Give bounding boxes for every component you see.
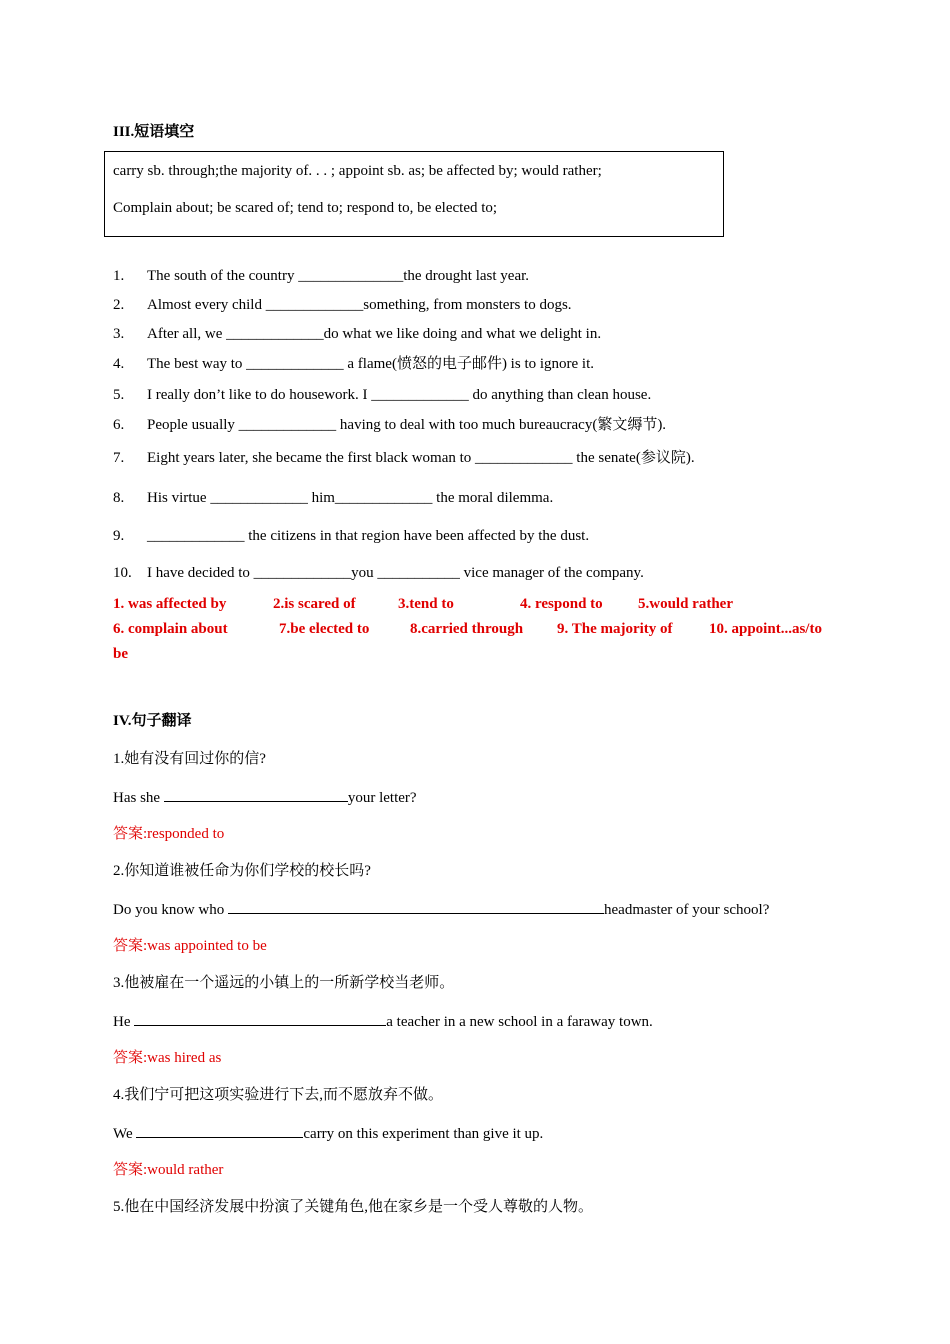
sentence-start: Has she [113, 790, 164, 806]
translation-answer: 答案:responded to [113, 826, 225, 842]
phrase-box-line2: Complain about; be scared of; tend to; respond to, be elected to; [113, 200, 498, 216]
item-text: After all, we _____________do what we like doing and what we delight in. [147, 326, 602, 342]
answer-blank [136, 1123, 303, 1138]
item-text: _____________ the citizens in that region have been affected by the dust. [147, 528, 590, 544]
answer-blank [134, 1011, 386, 1026]
translation-prompt-cn: 2.你知道谁被任命为你们学校的校长吗? [113, 863, 371, 879]
answer-2: 2.is scared of [273, 596, 356, 612]
translation-answer: 答案:was hired as [113, 1050, 222, 1066]
section4-heading: IV.句子翻译 [113, 713, 192, 729]
answer-3: 3.tend to [398, 596, 454, 612]
translation-answer: 答案:was appointed to be [113, 938, 267, 954]
item-text: People usually _____________ having to deal with too much bureaucracy(繁文缛节). [147, 417, 667, 433]
item-number: 4. [113, 356, 125, 372]
translation-sentence [113, 1123, 543, 1144]
answer-10-continued: be [113, 646, 128, 662]
phrase-box-line1: carry sb. through;the majority of. . . ; appoint sb. as; be affected by; would rather; [113, 163, 602, 179]
answer-7: 7.be elected to [279, 621, 370, 637]
translation-sentence [113, 899, 769, 920]
item-text: His virtue _____________ him_____________ the moral dilemma. [147, 490, 554, 506]
answer-1: 1. was affected by [113, 596, 227, 612]
item-number: 2. [113, 297, 125, 313]
item-number: 3. [113, 326, 125, 342]
answer-blank [164, 787, 348, 802]
sentence-start: He [113, 1014, 135, 1030]
item-text: The south of the country ______________the drought last year. [147, 268, 530, 284]
item-text: I have decided to _____________you ___________ vice manager of the company. [147, 565, 644, 581]
answer-8: 8.carried through [410, 621, 524, 637]
item-number: 6. [113, 417, 125, 433]
sentence-end: a teacher in a new school in a faraway town. [386, 1014, 653, 1030]
item-number: 9. [113, 528, 125, 544]
sentence-start: Do you know who [113, 902, 228, 918]
answer-10: 10. appoint...as/to [709, 621, 822, 637]
section3-heading: III.短语填空 [113, 124, 195, 140]
item-number: 1. [113, 268, 125, 284]
item-number: 10. [113, 565, 132, 581]
sentence-start: We [113, 1126, 137, 1142]
sentence-end: carry on this experiment than give it up. [303, 1126, 544, 1142]
item-text: I really don’t like to do housework. I _____________ do anything than clean house. [147, 387, 652, 403]
translation-sentence [113, 787, 417, 808]
item-text: Almost every child _____________something, from monsters to dogs. [147, 297, 572, 313]
answer-blank [228, 899, 604, 914]
translation-answer: 答案:would rather [113, 1162, 224, 1178]
translation-prompt-cn: 1.她有没有回过你的信? [113, 751, 266, 767]
sentence-end: headmaster of your school? [604, 902, 770, 918]
item-number: 7. [113, 450, 125, 466]
answer-4: 4. respond to [520, 596, 603, 612]
answer-5: 5.would rather [638, 596, 733, 612]
translation-sentence [113, 1011, 653, 1032]
translation-prompt-cn: 3.他被雇在一个遥远的小镇上的一所新学校当老师。 [113, 975, 455, 991]
answer-6: 6. complain about [113, 621, 228, 637]
item-number: 5. [113, 387, 125, 403]
translation-prompt-cn: 5.他在中国经济发展中扮演了关键角色,他在家乡是一个受人尊敬的人物。 [113, 1199, 594, 1215]
sentence-end: your letter? [347, 790, 417, 806]
item-text: The best way to _____________ a flame(愤怒的电子邮件) is to ignore it. [147, 356, 595, 372]
item-number: 8. [113, 490, 125, 506]
phrase-box [104, 151, 724, 237]
answer-9: 9. The majority of [557, 621, 673, 637]
translation-prompt-cn: 4.我们宁可把这项实验进行下去,而不愿放弃不做。 [113, 1087, 444, 1103]
item-text: Eight years later, she became the first black woman to _____________ the senate(参议院). [147, 450, 695, 466]
